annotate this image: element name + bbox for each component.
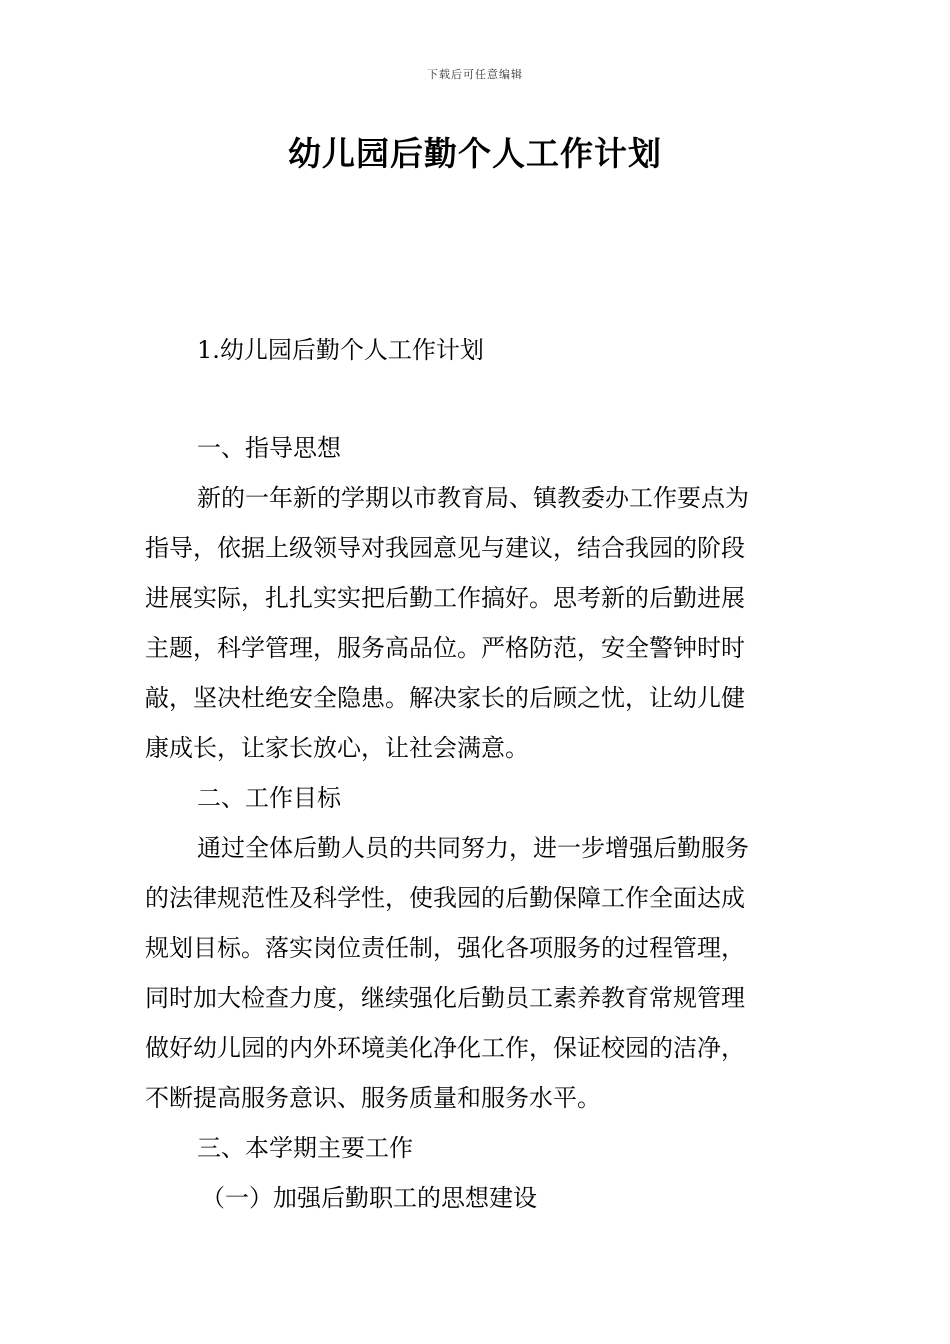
paragraph-line: 不断提高服务意识、服务质量和服务水平。 bbox=[145, 1084, 601, 1112]
paragraph-line: 康成长，让家长放心，让社会满意。 bbox=[145, 734, 529, 762]
section-heading-work-goals: 二、工作目标 bbox=[197, 784, 341, 812]
paragraph-line: 的法律规范性及科学性，使我园的后勤保障工作全面达成 bbox=[145, 884, 745, 912]
document-subtitle: 1.幼儿园后勤个人工作计划 bbox=[197, 336, 484, 364]
header-note: 下载后可任意编辑 bbox=[427, 68, 523, 81]
paragraph-line: 指导，依据上级领导对我园意见与建议，结合我园的阶段 bbox=[145, 534, 745, 562]
paragraph-line: 做好幼儿园的内外环境美化净化工作，保证校园的洁净， bbox=[145, 1034, 745, 1062]
section-heading-guiding-thought: 一、指导思想 bbox=[197, 434, 341, 462]
document-body bbox=[145, 423, 810, 1223]
paragraph-line: 通过全体后勤人员的共同努力，进一步增强后勤服务 bbox=[197, 834, 749, 862]
document-title: 幼儿园后勤个人工作计划 bbox=[288, 134, 662, 173]
paragraph-line: 规划目标。落实岗位责任制，强化各项服务的过程管理， bbox=[145, 934, 745, 962]
paragraph-line: 进展实际，扎扎实实把后勤工作搞好。思考新的后勤进展 bbox=[145, 584, 745, 612]
paragraph-line: 敲，坚决杜绝安全隐患。解决家长的后顾之忧，让幼儿健 bbox=[145, 684, 745, 712]
paragraph-line: 主题，科学管理，服务高品位。严格防范，安全警钟时时 bbox=[145, 634, 745, 662]
paragraph-line: 新的一年新的学期以市教育局、镇教委办工作要点为 bbox=[197, 484, 749, 512]
paragraph-line: 同时加大检查力度，继续强化后勤员工素养教育常规管理 bbox=[145, 984, 745, 1012]
section-heading-main-work: 三、本学期主要工作 bbox=[197, 1134, 413, 1162]
subsection-heading: （一）加强后勤职工的思想建设 bbox=[201, 1184, 537, 1212]
